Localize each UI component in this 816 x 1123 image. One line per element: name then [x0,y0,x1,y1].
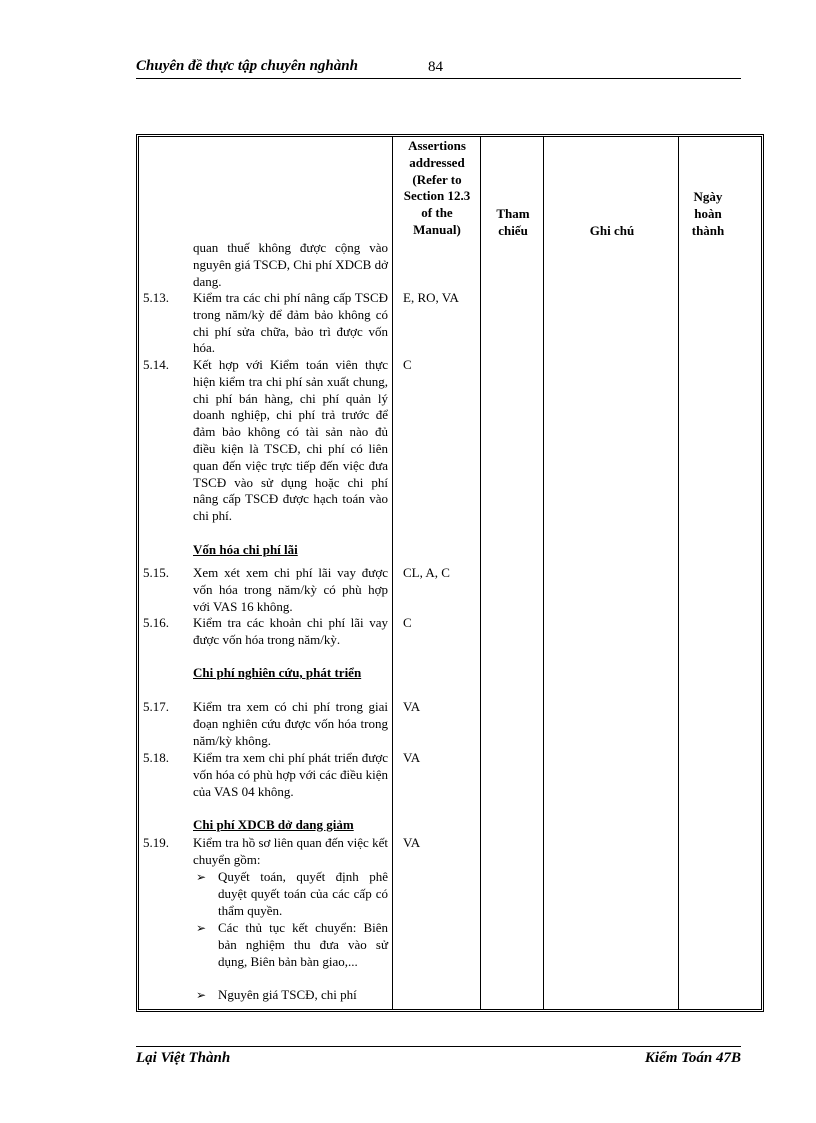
page-number: 84 [428,59,443,75]
column-header-reference: Tham chiếu [496,206,530,238]
column-divider [543,136,544,1010]
row-number: 5.13. [143,290,169,305]
continued-text: quan thuế không được cộng vào nguyên giá TSCĐ, Chi phí XDCB dở dang. [193,240,388,289]
bullet-item: Quyết toán, quyết định phê duyệt quyết toán của các cấp có thẩm quyền. [218,869,388,918]
row-number: 5.19. [143,835,169,850]
row-assertions: C [403,357,412,372]
footer-class: Kiểm Toán 47B [644,1050,741,1066]
row-assertions: VA [403,750,421,765]
bullet-item: Nguyên giá TSCĐ, chi phí [218,987,357,1002]
row-procedure: Kiểm tra xem chi phí phát triển được vốn hóa có phù hợp với các điều kiện của VAS 04 không. [193,750,388,799]
section-heading: Chi phí nghiên cứu, phát triển [193,665,362,680]
arrow-bullet-icon: ➢ [196,870,207,884]
row-assertions: E, RO, VA [403,290,459,305]
column-header-notes: Ghi chú [589,223,635,238]
audit-program-table [136,134,764,1012]
page-header [136,58,741,79]
row-procedure: Kiểm tra hồ sơ liên quan đến việc kết chuyển gồm: [193,835,388,867]
arrow-bullet-icon: ➢ [196,921,207,935]
row-assertions: C [403,615,412,630]
row-procedure: Kiểm tra các khoản chi phí lãi vay được vốn hóa trong năm/kỳ. [193,615,388,647]
document-title: Chuyên đề thực tập chuyên nghành [136,58,358,74]
arrow-bullet-icon: ➢ [196,988,207,1002]
row-assertions: VA [403,835,421,850]
row-assertions: VA [403,699,421,714]
footer-author: Lại Việt Thành [136,1050,231,1066]
row-procedure: Xem xét xem chi phí lãi vay được vốn hóa trong năm/kỳ có phù hợp với VAS 16 không. [193,565,388,614]
row-number: 5.14. [143,357,169,372]
section-heading: Chi phí XDCB dở dang giảm [193,817,354,832]
row-procedure: Kiểm tra các chi phí nâng cấp TSCĐ trong năm/kỳ để đảm bảo không có chi phí sửa chữa, bảo trì được vốn hóa. [193,290,388,356]
column-header-date: Ngày hoàn thành [691,189,725,238]
column-divider [392,136,393,1010]
row-assertions: CL, A, C [403,565,450,580]
section-heading: Vốn hóa chi phí lãi [193,542,298,557]
bullet-item: Các thủ tục kết chuyển: Biên bản nghiệm thu đưa vào sử dụng, Biên bản bàn giao,... [218,920,388,969]
row-procedure: Kiểm tra xem có chi phí trong giai đoạn nghiên cứu được vốn hóa trong năm/kỳ không. [193,699,388,748]
row-number: 5.15. [143,565,169,580]
column-header-assertions: Assertions addressed (Refer to Section 12.3 of the Manual) [403,138,471,237]
column-divider [480,136,481,1010]
row-number: 5.18. [143,750,169,765]
row-number: 5.16. [143,615,169,630]
column-divider [678,136,679,1010]
row-procedure: Kết hợp với Kiểm toán viên thực hiện kiểm tra chi phí sản xuất chung, chi phí bán hàng, chi phí quản lý doanh nghiệp, chi phí trả trước để đảm bảo không có tài sản nào đủ điều kiện là TSCĐ, chi phí có liên quan đến việc trực tiếp đến việc đưa TSCĐ vào sử dụng hoặc chi phí nâng cấp TSCĐ được hạch toán vào chi phí. [193,357,388,524]
page-footer [136,1046,741,1066]
row-number: 5.17. [143,699,169,714]
